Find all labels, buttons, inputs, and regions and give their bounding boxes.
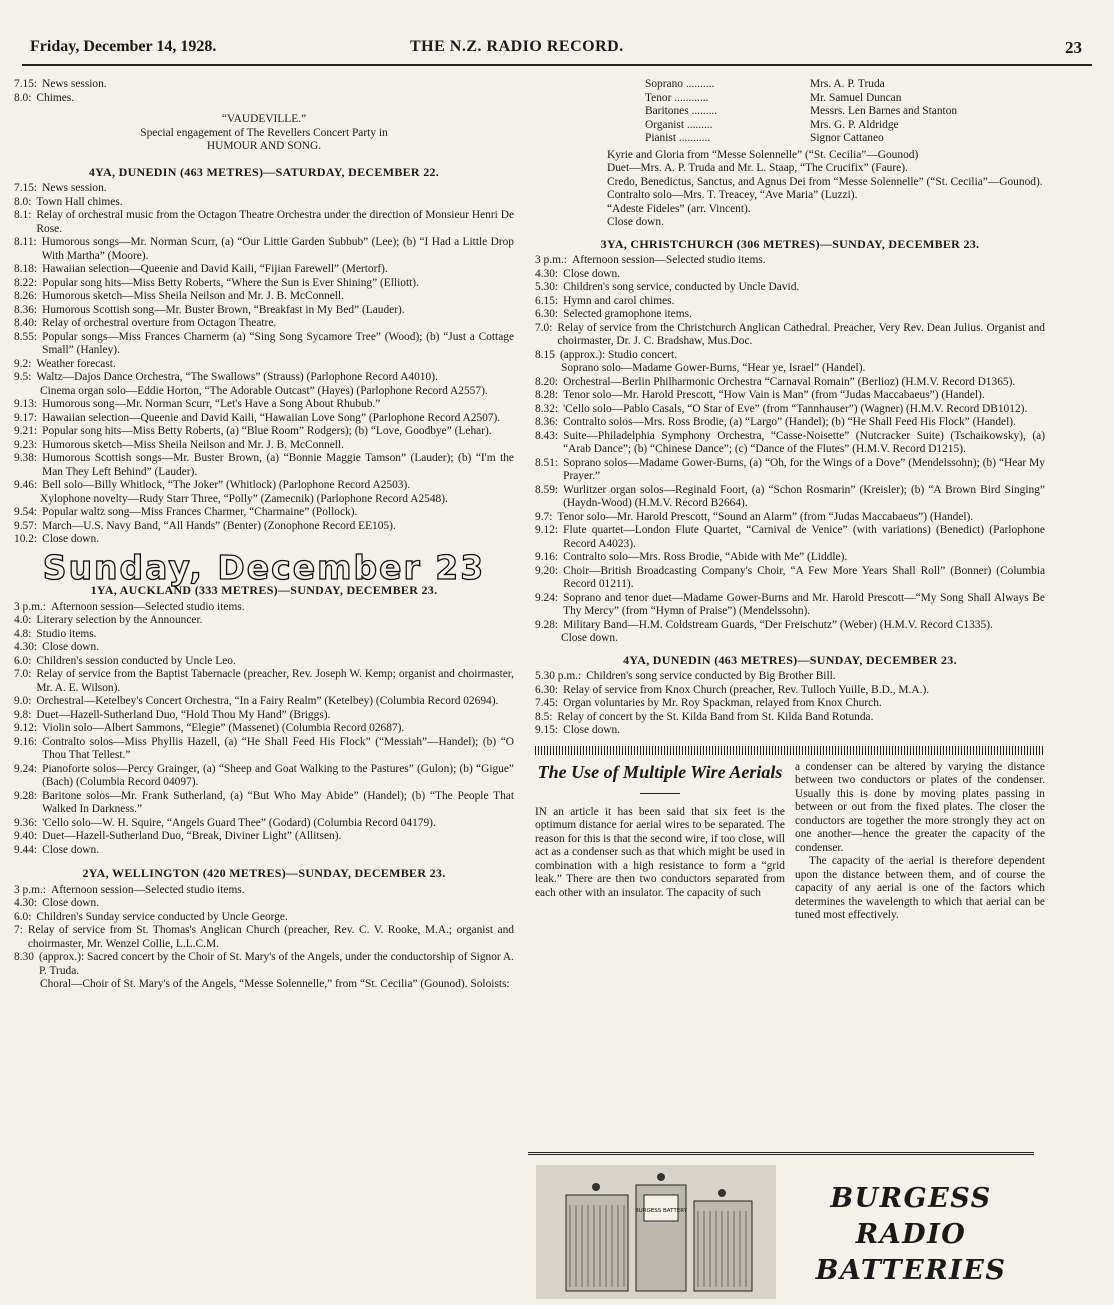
entry-text: Close down.: [42, 897, 100, 909]
header-page-number: 23: [1065, 38, 1082, 57]
entry-time: 8.43:: [535, 429, 559, 442]
soloist-role: Tenor ............: [645, 91, 709, 104]
entry-time: 9.46:: [14, 479, 38, 491]
entry-text: Violin solo—Albert Sammons, “Elegie” (Massenet) (Columbia Record 02687).: [42, 722, 405, 734]
entry-text: Choral—Choir of St. Mary's of the Angels, “Messe Solennelle,” from “St. Cecilia” (Gounod). Soloists:: [40, 978, 510, 990]
schedule-entry: [14, 304, 514, 318]
entry-text: 'Cello solo—W. H. Squire, “Angels Guard Thee” (Godard) (Columbia Record 04179).: [42, 816, 436, 829]
schedule-entry: [535, 295, 1045, 309]
soloist-row: [645, 105, 1045, 119]
schedule-entry: [535, 711, 1045, 725]
schedule-entry: [535, 362, 1045, 376]
entry-time: 9.7:: [535, 510, 553, 523]
schedule-entry: [14, 182, 514, 196]
entry-time: 8.55:: [14, 330, 38, 343]
entry-time: 9.8:: [14, 708, 32, 721]
schedule-entry: [14, 290, 514, 304]
entry-text: Humorous sketch—Miss Sheila Neilson and Mr. J. B. McConnell.: [42, 290, 344, 302]
vaudeville-line1: Special engagement of The Revellers Concert Party in: [140, 126, 388, 139]
entry-text: Wurlitzer organ solos—Reginald Foort, (a) “Schon Rosmarin” (Kreisler); (b) “A Brown Bird Singing” (Haydn-Wood) (H.M.V. Record B2664).: [563, 483, 1045, 509]
schedule-entry: [14, 844, 514, 858]
soloist-role: Soprano ..........: [645, 78, 715, 90]
mass-line: Duet—Mrs. A. P. Truda and Mr. L. Staap, “The Crucifix” (Faure).: [607, 162, 908, 174]
entry-text: Popular song hits—Miss Betty Roberts, (a) “Blue Room” Rodgers); (b) “Love, Goodbye” (Lehar).: [42, 425, 492, 437]
schedule-entry: [14, 790, 514, 817]
entry-text: Tenor solo—Mr. Harold Prescott, “Sound an Alarm” (from “Judas Maccabaeus”) (Handel).: [557, 510, 974, 523]
entry-text: Humorous Scottish song—Mr. Buster Brown, “Breakfast in My Bed” (Lauder).: [42, 303, 405, 316]
soloist-row: [645, 92, 1045, 106]
mass-line: Credo, Benedictus, Sanctus, and Agnus Dei from “Messe Solennelle” (“St. Cecilia”—Gounod).: [607, 175, 1043, 188]
entry-text: Studio items.: [36, 627, 97, 640]
entry-time: 9.44:: [14, 843, 38, 856]
entry-text: Suite—Philadelphia Symphony Orchestra, “Casse-Noisette” (Nutcracker Suite) (Tschaikowsky), (a) “Arab Dance”; (b) “Chinese Dance”; (c) “Dance of the Flutes” (H.M.V. Record D1215).: [563, 429, 1045, 455]
entry-time: 7:: [14, 924, 23, 936]
schedule-entry: [14, 385, 514, 399]
article-text-1: IN an article it has been said that six feet is the optimum distance for aerial wires to be separated. The reason for this is that the second wire, if too close, will act as a condenser such as that which might be used in combination with a high resistance to form a “grid leak.” There are then two conductors separated from each other with an insulator. The capacity of such: [535, 805, 785, 899]
entry-text: Afternoon session—Selected studio items.: [571, 254, 766, 266]
schedule-entry: [14, 628, 514, 642]
schedule-entry: [14, 695, 514, 709]
entry-text: Children's session conducted by Uncle Leo.: [36, 654, 236, 667]
schedule-entry: [535, 632, 1045, 646]
entry-text: Bell solo—Billy Whitlock, “The Joker” (Whitlock) (Parlophone Record A2503).: [42, 479, 411, 491]
mass-line: Close down.: [607, 216, 664, 228]
schedule-entry: [14, 412, 514, 426]
entry-time: 8.18:: [14, 263, 38, 275]
entry-text: Soprano solos—Madame Gower-Burns, (a) “Oh, for the Wings of a Dove” (Mendelssohn); (b) “Hear My Prayer.”: [563, 456, 1045, 482]
soloist-name: Mrs. G. P. Aldridge: [810, 118, 899, 131]
schedule-entry: [535, 389, 1045, 403]
schedule-entry: [535, 281, 1045, 295]
vaudeville-title: “VAUDEVILLE.”: [221, 113, 307, 125]
entry-time: 7.0:: [535, 321, 553, 334]
schedule-entry: [535, 565, 1045, 592]
article-title: The Use of Multiple Wire Aerials: [537, 761, 783, 782]
entry-time: 8.51:: [535, 456, 559, 469]
schedule-entry: [14, 371, 514, 385]
wellington-heading: 2YA, WELLINGTON (420 METRES)—SUNDAY, DECEMBER 23.: [82, 866, 446, 880]
entry-text: March—U.S. Navy Band, “All Hands” (Benter) (Zonophone Record EE105).: [42, 519, 396, 532]
article-text-2b: The capacity of the aerial is therefore dependent upon the distance between them, and of course the capacity of any aerial is one of the factors which determines the wavelength to which that aerial can be tuned most effectively.: [795, 855, 1045, 921]
entry-text: News session.: [42, 78, 107, 90]
entry-text: (approx.): Sacred concert by the Choir of St. Mary's of the Angels, under the conductorship of Signor A. P. Truda.: [38, 951, 514, 977]
dunedin-saturday-entries: [14, 182, 514, 547]
article: [535, 761, 1045, 923]
entry-time: 8.15: [535, 348, 555, 361]
entry-time: 8.11:: [14, 236, 37, 248]
entry-time: 8.20:: [535, 375, 559, 388]
entry-time: 9.23:: [14, 438, 38, 451]
entry-text: Humorous sketch—Miss Sheila Neilson and Mr. J. B. McConnell.: [42, 438, 344, 451]
entry-text: Afternoon session—Selected studio items.: [50, 883, 245, 896]
entry-time: 8.0:: [14, 195, 32, 208]
entry-text: Waltz—Dajos Dance Orchestra, “The Swallows” (Strauss) (Parlophone Record A4010).: [36, 371, 438, 383]
schedule-entry: [535, 268, 1045, 282]
ad-line-3: BATTERIES: [815, 1255, 1007, 1286]
entry-time: 9.24:: [14, 762, 38, 775]
schedule-entry: [14, 709, 514, 723]
schedule-entry: [535, 308, 1045, 322]
schedule-entry: [14, 209, 514, 236]
entry-time: 9.38:: [14, 452, 38, 464]
right-column: [535, 78, 1045, 923]
schedule-entry: [14, 236, 514, 263]
schedule-entry: [14, 425, 514, 439]
entry-time: 7.0:: [14, 668, 32, 680]
entry-time: 6.0:: [14, 654, 32, 667]
soloist-row: [645, 78, 1045, 92]
schedule-entry: [535, 376, 1045, 390]
header-title: THE N.Z. RADIO RECORD.: [410, 38, 624, 55]
entry-time: 7.45:: [535, 697, 559, 709]
entry-time: 9.16:: [14, 735, 38, 748]
schedule-entry: [535, 322, 1045, 349]
entry-time: 3 p.m.:: [535, 254, 567, 266]
entry-text: Children's song service, conducted by Uncle David.: [563, 281, 800, 293]
schedule-entry: [535, 697, 1045, 711]
article-title-rule: [640, 793, 680, 794]
entry-time: 9.12:: [14, 722, 38, 734]
entry-text: Contralto solo—Mrs. Ross Brodie, “Abide with Me” (Liddle).: [563, 551, 848, 563]
entry-text: Children's song service conducted by Big Brother Bill.: [586, 670, 836, 682]
schedule-entry: [14, 911, 514, 925]
entry-time: 4.0:: [14, 614, 32, 626]
ad-line-1: BURGESS: [830, 1183, 992, 1214]
entry-time: 9.13:: [14, 398, 38, 410]
article-column-2: [795, 761, 1045, 923]
entry-time: 6.30:: [535, 308, 559, 320]
schedule-entry: [535, 670, 1045, 684]
entry-text: Close down.: [561, 632, 618, 644]
entry-text: Hawaiian selection—Queenie and David Kaili, “Fijian Farewell” (Mertorf).: [42, 263, 388, 275]
entry-time: 9.5:: [14, 371, 32, 383]
left-column: [14, 78, 514, 992]
entry-time: 9.24:: [535, 591, 559, 604]
christchurch-heading: 3YA, CHRISTCHURCH (306 METRES)—SUNDAY, DECEMBER 23.: [600, 236, 980, 251]
schedule-entry: [14, 506, 514, 520]
schedule-entry: [14, 317, 514, 331]
schedule-entry: [535, 349, 1045, 363]
entry-text: Duet—Hazell-Sutherland Duo, “Hold Thou My Hand” (Briggs).: [36, 708, 331, 721]
entry-time: 8.32:: [535, 402, 559, 415]
article-text-2a: a condenser can be altered by varying the distance between two conductors or plates of the condenser. Usually this is done by moving plates passing in between or out from the fixed plates. The closer the conductors are together the more strongly they act on one another—hence the greater the capacity of the condenser.: [795, 760, 1045, 854]
dunedin-sunday-heading: 4YA, DUNEDIN (463 METRES)—SUNDAY, DECEMBER 23.: [623, 652, 957, 667]
sunday-heading: Sunday, December 23: [42, 547, 486, 587]
entry-text: Close down.: [42, 843, 100, 856]
schedule-entry: [14, 641, 514, 655]
entry-text: Selected gramophone items.: [563, 308, 692, 320]
mass-line: Kyrie and Gloria from “Messe Solennelle” (“St. Cecilia”—Gounod): [607, 148, 919, 161]
vaudeville-line2: HUMOUR AND SONG.: [206, 140, 322, 152]
entry-text: Baritone solos—Mr. Frank Sutherland, (a) “But Who May Abide” (Handel); (b) “The People That Walked In Darkness.”: [42, 789, 514, 815]
burgess-advertisement: [528, 1152, 1034, 1303]
entry-text: Humorous Scottish songs—Mr. Buster Brown, (a) “Bonnie Maggie Tamson” (Lauder); (b) “I'm the Man They Left Behind” (Lauder).: [42, 452, 514, 478]
entry-text: Tenor solo—Mr. Harold Prescott, “How Vain is Man” (from “Judas Maccabaeus”) (Handel).: [563, 389, 985, 401]
soloist-role: Pianist ...........: [645, 132, 711, 144]
entry-text: Literary selection by the Announcer.: [36, 614, 203, 626]
entry-time: 6.30:: [535, 683, 559, 696]
entry-time: 9.20:: [535, 564, 559, 577]
schedule-entry: [14, 520, 514, 534]
schedule-entry: [14, 924, 514, 951]
entry-time: 8.22:: [14, 276, 38, 289]
entry-time: 8.26:: [14, 290, 38, 302]
entry-text: Popular waltz song—Miss Frances Charmer, “Charmaine” (Pollock).: [42, 506, 358, 518]
entry-text: Military Band—H.M. Coldstream Guards, “Der Freischutz” (Weber) (H.M.V. Record C1335).: [563, 618, 993, 631]
schedule-entry: [535, 511, 1045, 525]
decorative-rule: [535, 746, 1045, 755]
entry-text: Popular songs—Miss Frances Charnerm (a) “Sing Song Sycamore Tree” (Wood); (b) “Just a Cottage Small” (Hanley).: [42, 330, 514, 356]
mass-line: “Adeste Fideles” (arr. Vincent).: [607, 202, 751, 215]
schedule-entry: [14, 358, 514, 372]
page-header: [30, 38, 1082, 66]
auckland-heading: 1YA, AUCKLAND (333 METRES)—SUNDAY, DECEMBER 23.: [90, 583, 438, 597]
schedule-entry: [14, 452, 514, 479]
schedule-entry: [14, 263, 514, 277]
mass-program: [535, 149, 1045, 230]
schedule-entry: [14, 736, 514, 763]
schedule-entry: [535, 457, 1045, 484]
schedule-entry: [535, 551, 1045, 565]
entry-time: 9.28:: [14, 789, 38, 802]
schedule-entry: [14, 601, 514, 615]
entry-time: 8.59:: [535, 483, 559, 496]
soloist-role: Baritones .........: [645, 105, 718, 117]
entry-text: Humorous songs—Mr. Norman Scurr, (a) “Our Little Garden Subbub” (Lee); (b) “I Had a Little Drop With Martha” (Moore).: [41, 236, 514, 262]
entry-text: (approx.): Studio concert.: [559, 348, 677, 361]
entry-text: Weather forecast.: [36, 357, 116, 370]
entry-time: 4.30:: [535, 267, 559, 280]
entry-text: Duet—Hazell-Sutherland Duo, “Break, Diviner Light” (Allitsen).: [42, 830, 342, 842]
entry-time: 3 p.m.:: [14, 883, 46, 896]
entry-text: Hawaiian selection—Queenie and David Kaili, “Hawaiian Love Song” (Parlophone Record A2507).: [42, 411, 501, 424]
entry-text: Xylophone novelty—Rudy Starr Three, “Polly” (Zamecnik) (Parlophone Record A2548).: [40, 492, 448, 505]
entry-time: 4.8:: [14, 627, 32, 640]
entry-text: Chimes.: [36, 91, 75, 104]
schedule-entry: [535, 684, 1045, 698]
schedule-entry: [14, 196, 514, 210]
schedule-entry: [14, 951, 514, 978]
schedule-entry: [535, 592, 1045, 619]
entry-time: 4.30:: [14, 641, 38, 653]
dunedin-sunday-entries: [535, 670, 1045, 738]
entry-time: 9.12:: [535, 524, 559, 536]
entry-text: Orchestral—Ketelbey's Concert Orchestra, “In a Fairy Realm” (Ketelbey) (Columbia Record 02694).: [36, 695, 499, 707]
schedule-entry: [535, 403, 1045, 417]
entry-time: 9.16:: [535, 551, 559, 563]
schedule-entry: [535, 524, 1045, 551]
entry-time: 9.28:: [535, 618, 559, 631]
schedule-entry: [535, 484, 1045, 511]
soloist-row: [645, 132, 1045, 146]
schedule-entry: [14, 897, 514, 911]
entry-text: Hymn and carol chimes.: [563, 294, 675, 307]
entry-text: Humorous song—Mr. Norman Scurr, “Let's Have a Song About Rhubub.”: [42, 398, 381, 410]
entry-text: Town Hall chimes.: [36, 195, 123, 208]
entry-text: Soprano solo—Madame Gower-Burns, “Hear ye, Israel” (Handel).: [561, 362, 866, 374]
wellington-entries: [14, 884, 514, 992]
entry-time: 4.30:: [14, 897, 38, 909]
soloist-name: Signor Cattaneo: [810, 132, 884, 144]
schedule-entry: [14, 439, 514, 453]
entry-time: 7.15:: [14, 78, 38, 90]
entry-time: 8.36:: [535, 416, 559, 428]
entry-text: Relay of concert by the St. Kilda Band from St. Kilda Band Rotunda.: [557, 710, 874, 723]
schedule-entry: [14, 398, 514, 412]
schedule-entry: [535, 724, 1045, 738]
entry-time: 9.40:: [14, 830, 38, 842]
entry-text: Orchestral—Berlin Philharmonic Orchestra “Carnaval Romain” (Berlioz) (H.M.V. Record D1365).: [563, 375, 1016, 388]
schedule-entry: [14, 533, 514, 547]
entry-text: Close down.: [563, 267, 621, 280]
soloist-role: Organist .........: [645, 118, 713, 131]
entry-time: 9.17:: [14, 411, 38, 424]
entry-text: Popular song hits—Miss Betty Roberts, “Where the Sun is Ever Shining” (Elliott).: [42, 276, 419, 289]
schedule-entry: [14, 614, 514, 628]
entry-text: Close down.: [42, 641, 100, 653]
entry-text: Close down.: [563, 724, 621, 736]
entry-text: Contralto solos—Miss Phyllis Hazell, (a) “He Shall Feed His Flock” (“Messiah”—Handel); (b) “O Thou That Tellest.”: [42, 735, 514, 761]
schedule-entry: [14, 978, 514, 992]
entry-time: 6.0:: [14, 910, 32, 923]
entry-time: 8.5:: [535, 710, 553, 723]
auckland-entries: [14, 601, 514, 858]
entry-time: 8.36:: [14, 303, 38, 316]
entry-text: Choir—British Broadcasting Company's Choir, “A Few More Years Shall Roll” (Bonner) (Columbia Record 01211).: [563, 564, 1045, 590]
battery-illustration-icon: [536, 1165, 776, 1299]
soloist-name: Mrs. A. P. Truda: [810, 78, 885, 90]
mass-line: Contralto solo—Mrs. T. Treacey, “Ave Maria” (Luzzi).: [607, 189, 858, 201]
schedule-entry: [14, 331, 514, 358]
entry-text: Contralto solos—Mrs. Ross Brodie, (a) “Largo” (Handel); (b) “He Shall Feed His Flock” (Handel).: [563, 416, 1016, 428]
article-column-1: [535, 761, 785, 923]
schedule-entry: [14, 92, 514, 106]
entry-text: Relay of service from Knox Church (preacher, Rev. Tulloch Yuille, B.D., M.A.).: [563, 683, 930, 696]
soloist-name: Messrs. Len Barnes and Stanton: [810, 105, 958, 117]
ad-line-2: RADIO: [855, 1219, 967, 1250]
entry-text: Pianoforte solos—Percy Grainger, (a) “Sheep and Goat Walking to the Pastures” (Gulon); (b) “Gigue” (Bach) (Columbia Record 04097).: [42, 762, 514, 788]
schedule-entry: [14, 884, 514, 898]
schedule-entry: [14, 493, 514, 507]
entry-time: 5.30:: [535, 281, 559, 293]
schedule-entry: [14, 817, 514, 831]
schedule-entry: [14, 655, 514, 669]
entry-time: 8.30: [14, 951, 34, 963]
entry-time: 7.15:: [14, 182, 38, 194]
schedule-entry: [535, 416, 1045, 430]
schedule-entry: [535, 254, 1045, 268]
ad-text: [796, 1181, 1026, 1289]
entry-time: 6.15:: [535, 294, 559, 307]
schedule-entry: [14, 277, 514, 291]
entry-time: 9.15:: [535, 724, 559, 736]
entry-time: 8.28:: [535, 389, 559, 401]
entry-time: 9.36:: [14, 816, 38, 829]
entry-text: Relay of service from St. Thomas's Anglican Church (preacher, Rev. C. V. Rooke, M.A.; organist and choirmaster, Mr. Wenzel Collie, L.L.C.M.: [27, 924, 514, 950]
christchurch-entries: [535, 254, 1045, 646]
entry-text: Relay of orchestral overture from Octagon Theatre.: [42, 317, 277, 329]
entry-time: 9.21:: [14, 425, 38, 437]
entry-time: 9.57:: [14, 519, 38, 532]
schedule-entry: [14, 78, 514, 92]
soloists-list: [535, 78, 1045, 146]
header-rule: [22, 64, 1092, 66]
battery-label: BURGESS BATTERY: [634, 1208, 688, 1214]
soloist-name: Mr. Samuel Duncan: [810, 91, 902, 104]
schedule-entry: [535, 619, 1045, 633]
entry-text: Soprano and tenor duet—Madame Gower-Burns and Mr. Harold Prescott—“My Song Shall Always Be Thy Mercy” (from “Hymn of Praise”) (Mendelssohn).: [563, 591, 1045, 617]
entry-time: 9.2:: [14, 357, 32, 370]
entry-text: News session.: [42, 182, 107, 194]
entry-time: 8.1:: [14, 209, 32, 221]
entry-text: 'Cello solo—Pablo Casals, “O Star of Eve” (from “Tannhauser”) (Wagner) (H.M.V. Record DB1012).: [563, 402, 1028, 415]
entry-time: 3 p.m.:: [14, 600, 46, 613]
entry-text: Afternoon session—Selected studio items.: [50, 600, 245, 613]
entry-time: 5.30 p.m.:: [535, 670, 582, 682]
entry-text: Relay of orchestral music from the Octagon Theatre Orchestra under the direction of Monsieur Henri De Rose.: [36, 209, 514, 235]
entry-text: Children's Sunday service conducted by Uncle George.: [36, 910, 288, 923]
vaudeville-notice: [14, 113, 514, 154]
schedule-entry: [14, 668, 514, 695]
schedule-entry: [14, 763, 514, 790]
entry-text: Flute quartet—London Flute Quartet, “Carnival de Venice” (with variations) (Benedict) (Parlophone Record A4023).: [563, 524, 1045, 550]
dunedin-saturday-heading: 4YA, DUNEDIN (463 METRES)—SATURDAY, DECEMBER 22.: [88, 164, 440, 179]
soloist-row: [645, 119, 1045, 133]
entry-text: Organ voluntaries by Mr. Roy Spackman, relayed from Knox Church.: [563, 697, 882, 709]
entry-time: 9.54:: [14, 506, 38, 518]
header-date: Friday, December 14, 1928.: [30, 38, 217, 55]
schedule-entry: [14, 830, 514, 844]
left-top-entries: [14, 78, 514, 105]
entry-time: 10.2:: [14, 533, 38, 545]
entry-time: 8.0:: [14, 91, 32, 104]
entry-time: 8.40:: [14, 317, 38, 329]
entry-text: Relay of service from the Christchurch Anglican Cathedral. Preacher, Very Rev. Dean Julius. Organist and choirmaster, Dr. J. C. Bradshaw, Mus.Doc.: [557, 321, 1045, 347]
schedule-entry: [14, 479, 514, 493]
schedule-entry: [535, 430, 1045, 457]
entry-text: Cinema organ solo—Eddie Horton, “The Adorable Outcast” (Hayes) (Parlophone Record A2557).: [40, 384, 488, 397]
entry-text: Close down.: [42, 533, 100, 545]
entry-time: 9.0:: [14, 695, 32, 707]
schedule-entry: [14, 722, 514, 736]
entry-text: Relay of service from the Baptist Tabernacle (preacher, Rev. Joseph W. Kemp; organist and choirmaster, Mr. A. E. Wilson).: [36, 668, 514, 694]
